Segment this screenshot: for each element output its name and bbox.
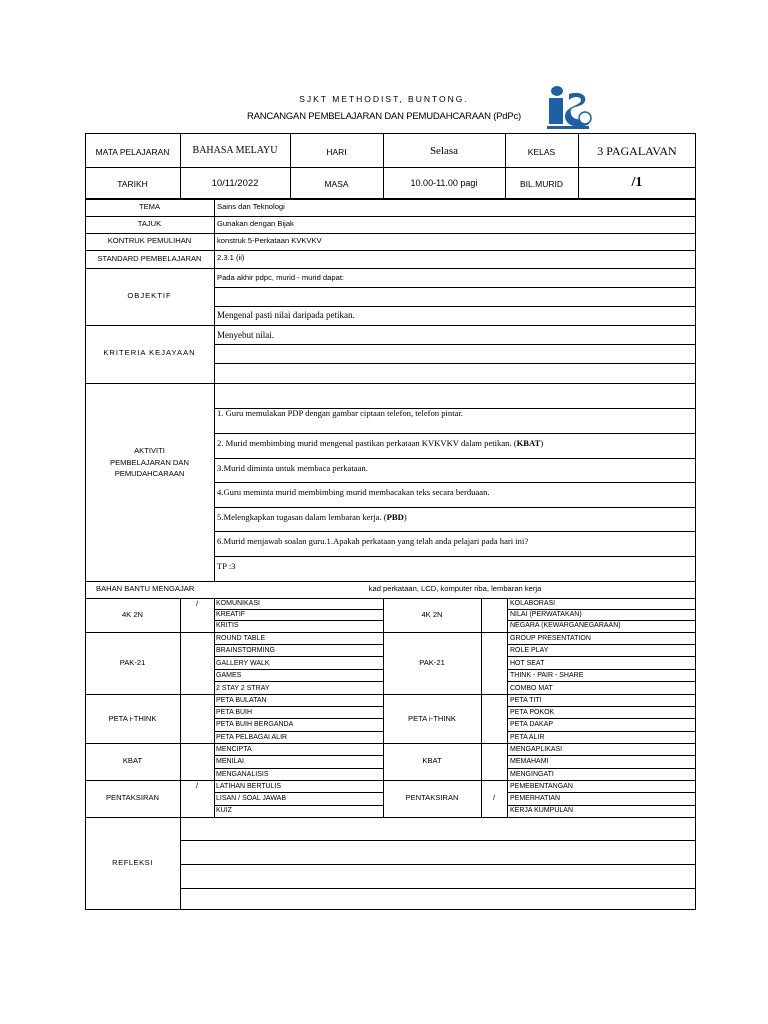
pent-label-right: PENTAKSIRAN <box>405 793 459 802</box>
list-item: GROUP PRESENTATION <box>510 635 591 642</box>
list-item: ROLE PLAY <box>510 647 549 654</box>
school-logo <box>543 84 593 130</box>
list-item: 2 STAY 2 STRAY <box>216 685 270 692</box>
kriteria-label: KRITERIA KEJAYAAN <box>103 348 196 357</box>
list-item: LATIHAN BERTULIS <box>216 783 282 790</box>
list-item: PETA PELBAGAI ALIR <box>216 734 288 741</box>
list-item: KREATIF <box>216 611 246 618</box>
k4-label-right: 4K 2N <box>421 610 443 619</box>
kriteria-item: Menyebut nilai. <box>217 330 274 340</box>
list-item: GALLERY WALK <box>216 660 270 667</box>
aktiviti-label-3: PEMUDAHCARAAN <box>114 469 185 478</box>
kontruk-value: konstruk 5-Perkataan KVKVKV <box>217 236 322 245</box>
bil-murid-value: /1 <box>631 175 643 190</box>
tajuk-label: TAJUK <box>137 219 162 228</box>
refleksi-label: REFLEKSI <box>112 858 153 867</box>
tarikh-value: 10/11/2022 <box>211 178 259 189</box>
list-item: KERJA KUMPULAN <box>510 807 574 814</box>
list-item: LISAN / SOAL JAWAB <box>216 795 287 802</box>
list-item: PETA POKOK <box>510 709 555 716</box>
kelas-label: KELAS <box>527 147 556 157</box>
list-item: PEMERHATIAN <box>510 795 561 802</box>
list-item: THINK - PAIR - SHARE <box>510 672 584 679</box>
list-item: NEGARA (KEWARGANEGARAAN) <box>510 622 621 629</box>
aktiviti-label-1: AKTIVITI <box>134 446 165 455</box>
tick-mark: / <box>195 781 199 790</box>
document-title: RANCANGAN PEMBELAJARAN DAN PEMUDAHCARAAN (PdPc) <box>246 111 522 122</box>
kbat-label-right: KBAT <box>422 756 442 765</box>
list-item: COMBO MAT <box>510 685 553 692</box>
list-item: PEMEBENTANGAN <box>510 783 573 790</box>
activity-tp: TP :3 <box>217 561 236 571</box>
k4-label-left: 4K 2N <box>121 610 144 619</box>
tick-mark: / <box>492 793 496 802</box>
list-item: KUIZ <box>216 807 232 814</box>
aktiviti-label-2: PEMBELAJARAN DAN <box>110 458 189 467</box>
school-name: SJKT METHODIST, BUNTONG. <box>299 94 469 104</box>
kontruk-label: KONTRUK PEMULIHAN <box>107 236 192 245</box>
list-item: MENCIPTA <box>216 746 252 753</box>
list-item: MENILAI <box>216 758 245 765</box>
mata-pelajaran-value: BAHASA MELAYU <box>192 145 278 156</box>
list-item: PETA BUIH BERGANDA <box>216 721 294 728</box>
tajuk-value: Gunakan dengan Bijak <box>217 219 294 228</box>
refleksi-writing-area[interactable] <box>181 818 695 909</box>
list-item: PETA TITI <box>510 697 542 704</box>
masa-label: MASA <box>324 179 349 189</box>
list-item: PETA ALIR <box>510 734 545 741</box>
peta-label-left: PETA i-THINK <box>108 714 157 723</box>
peta-label-right: PETA i-THINK <box>408 714 456 723</box>
bahan-label: BAHAN BANTU MENGAJAR <box>96 584 195 593</box>
masa-value: 10.00-11.00 pagi <box>410 178 478 188</box>
kelas-value: 3 PAGALAVAN <box>597 144 677 158</box>
hari-value: Selasa <box>429 145 459 157</box>
standard-label: STANDARD PEMBELAJARAN <box>97 254 202 263</box>
tema-label: TEMA <box>138 202 161 211</box>
tarikh-label: TARIKH <box>117 179 148 189</box>
tema-value: Sains dan Teknologi <box>217 202 285 211</box>
mata-pelajaran-label: MATA PELAJARAN <box>95 147 170 157</box>
list-item: ROUND TABLE <box>216 635 266 642</box>
list-item: PETA BUIH <box>216 709 253 716</box>
bahan-value: kad perkataan, LCD, komputer riba, lembaran kerja <box>368 584 542 593</box>
list-item: BRAINSTORMING <box>216 647 275 654</box>
list-item: MENGAPLIKASI <box>510 746 563 753</box>
standard-value: 2.3.1 (ii) <box>217 253 245 262</box>
list-item: KOLABORASI <box>510 600 556 607</box>
list-item: HOT SEAT <box>510 660 545 667</box>
list-item: NILAI (PERWATAKAN) <box>510 611 582 618</box>
list-item: GAMES <box>216 672 242 679</box>
activity-step-5: 5.Melengkapkan tugasan dalam lembaran kerja. (PBD) <box>217 512 407 522</box>
pak-label-right: PAK-21 <box>419 658 445 667</box>
list-item: MEMAHAMI <box>510 758 549 765</box>
pent-label-left: PENTAKSIRAN <box>105 793 160 802</box>
hari-label: HARI <box>326 147 347 157</box>
list-item: KRITIS <box>216 622 239 629</box>
list-item: KOMUNIKASI <box>216 600 260 607</box>
kbat-label-left: KBAT <box>122 756 143 765</box>
objektif-item: Mengenal pasti nilai daripada petikan. <box>217 310 355 320</box>
kbat-tag: KBAT <box>516 438 541 448</box>
activity-step-2: 2. Murid membimbing murid mengenal pastikan perkataan KVKVKV dalam petikan. (KBAT) <box>217 438 544 448</box>
pbd-tag: PBD <box>386 512 404 522</box>
objektif-intro: Pada akhir pdpc, murid - murid dapat: <box>217 273 345 282</box>
tick-mark: / <box>195 599 199 608</box>
activity-step-1: 1. Guru memulakan PDP dengan gambar ciptaan telefon, telefon pintar. <box>217 408 463 418</box>
list-item: PETA BULATAN <box>216 697 267 704</box>
list-item: MENGINGATI <box>510 771 554 778</box>
activity-step-6: 6.Murid menjawab soalan guru.1.Apakah perkataan yang telah anda pelajari pada hari ini? <box>217 536 529 546</box>
pak-label-left: PAK-21 <box>119 658 146 667</box>
objektif-label: OBJEKTIF <box>127 291 172 300</box>
activity-step-4: 4.Guru meminta murid membimbing murid membacakan teks secara berduaan. <box>217 487 490 497</box>
bil-murid-label: BIL.MURID <box>520 179 563 189</box>
list-item: PETA DAKAP <box>510 721 554 728</box>
activity-step-3: 3.Murid diminta untuk membaca perkataan. <box>217 463 368 473</box>
list-item: MENGANALISIS <box>216 771 269 778</box>
